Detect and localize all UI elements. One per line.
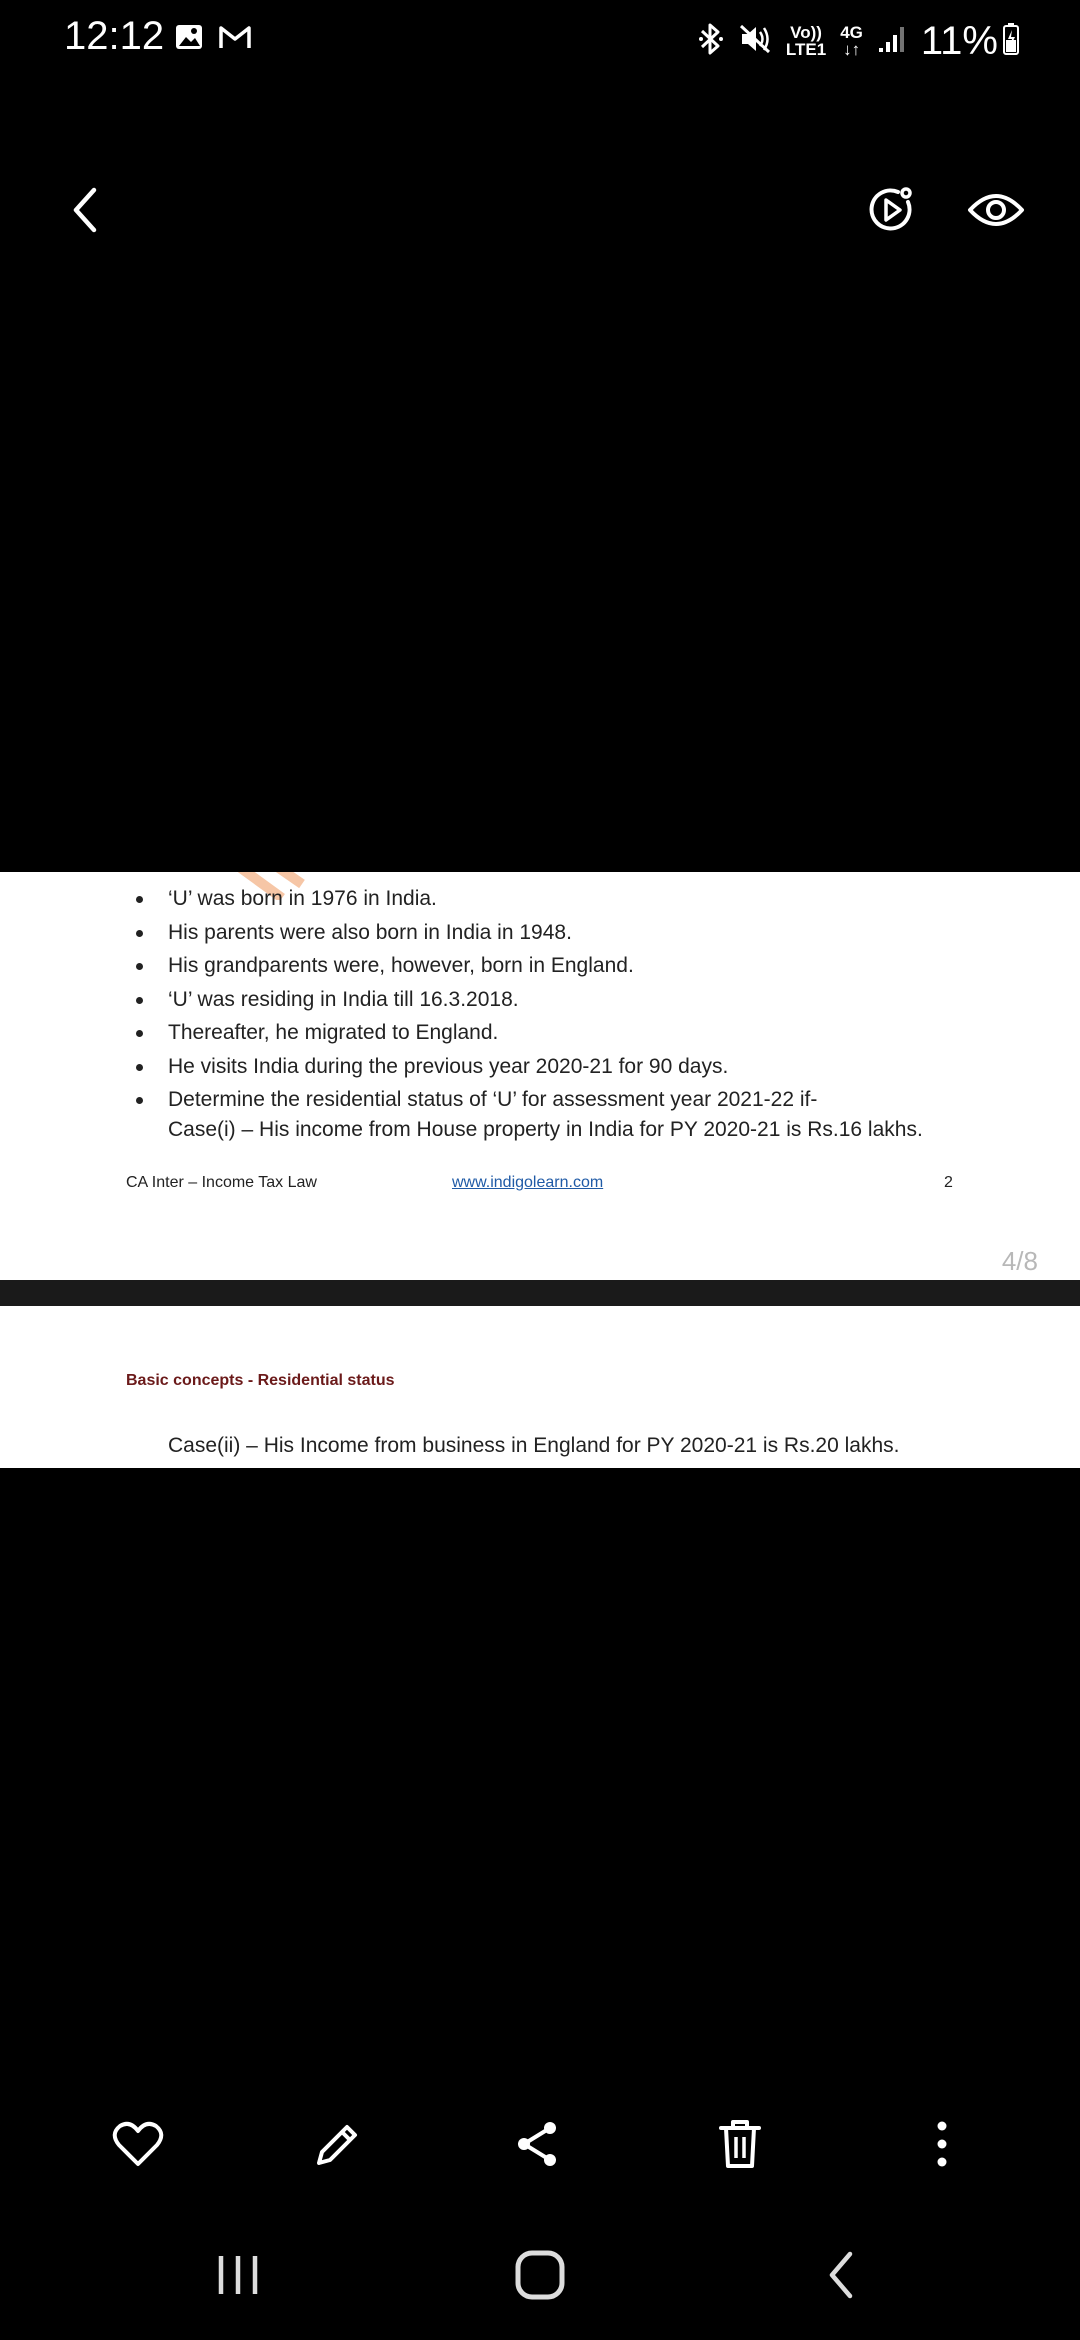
case-2-text: Case(ii) – His Income from business in England for PY 2020-21 is Rs.20 lakhs. [168,1434,900,1457]
list-item: His parents were also born in India in 1948. [126,916,1026,950]
battery-level: 11% [920,18,998,63]
data-label [840,24,863,58]
share-icon [514,2119,562,2169]
page-counter: 4/8 [1001,1246,1038,1276]
share-button[interactable] [506,2112,570,2176]
trash-icon [718,2118,762,2170]
footer-page-number: 2 [944,1174,953,1191]
list-item: Thereafter, he migrated to England. [126,1016,1026,1050]
remaster-button[interactable] [862,180,922,240]
heart-icon [112,2120,164,2168]
recents-icon [213,2252,263,2298]
data-arrows: ↓↑ [843,40,861,59]
back-nav-icon [822,2248,862,2302]
home-icon [513,2248,567,2302]
page-divider [0,1280,1080,1306]
document-page-a[interactable] [0,872,1080,1280]
footer-course: CA Inter – Income Tax Law [126,1174,317,1191]
delete-button[interactable] [708,2112,772,2176]
view-button[interactable] [964,180,1028,240]
recents-button[interactable] [198,2240,278,2310]
eye-icon [966,188,1026,232]
home-button[interactable] [500,2240,580,2310]
mute-icon [738,22,772,61]
gmail-notification-icon [218,22,252,57]
list-item: ‘U’ was residing in India till 16.3.2018. [126,983,1026,1017]
footer-link[interactable]: www.indigolearn.com [452,1174,604,1191]
back-icon [66,185,106,235]
network-volte: Vo)) [790,23,822,42]
bluetooth-icon [698,22,724,61]
status-indicators [698,12,1020,70]
list-item: Determine the residential status of ‘U’ for assessment year 2021-22 if- [126,1083,1026,1117]
signal-icon [877,24,907,59]
document-page-b[interactable] [0,1306,1080,1468]
network-label [786,24,826,58]
list-item: ‘U’ was born in 1976 in India. [126,882,1026,916]
section-title: Basic concepts - Residential status [126,1372,395,1389]
status-time: 12:12 [64,14,165,58]
back-button[interactable] [56,180,116,240]
case-1-text: Case(i) – His income from House property in India for PY 2020-21 is Rs.16 lakhs. [168,1118,923,1141]
bullet-list [126,882,1026,1117]
list-item: His grandparents were, however, born in England. [126,949,1026,983]
gallery-notification-icon [174,22,204,57]
more-icon [932,2119,952,2169]
remaster-icon [864,182,920,238]
status-bar [0,0,1080,82]
battery-charging-icon [1002,22,1020,61]
favorite-button[interactable] [106,2112,170,2176]
more-options-button[interactable] [910,2112,974,2176]
nav-back-button[interactable] [802,2240,882,2310]
data-type: 4G [840,23,863,42]
list-item: He visits India during the previous year 2020-21 for 90 days. [126,1050,1026,1084]
pencil-icon [313,2119,363,2169]
edit-button[interactable] [306,2112,370,2176]
network-lte: LTE1 [785,40,827,59]
